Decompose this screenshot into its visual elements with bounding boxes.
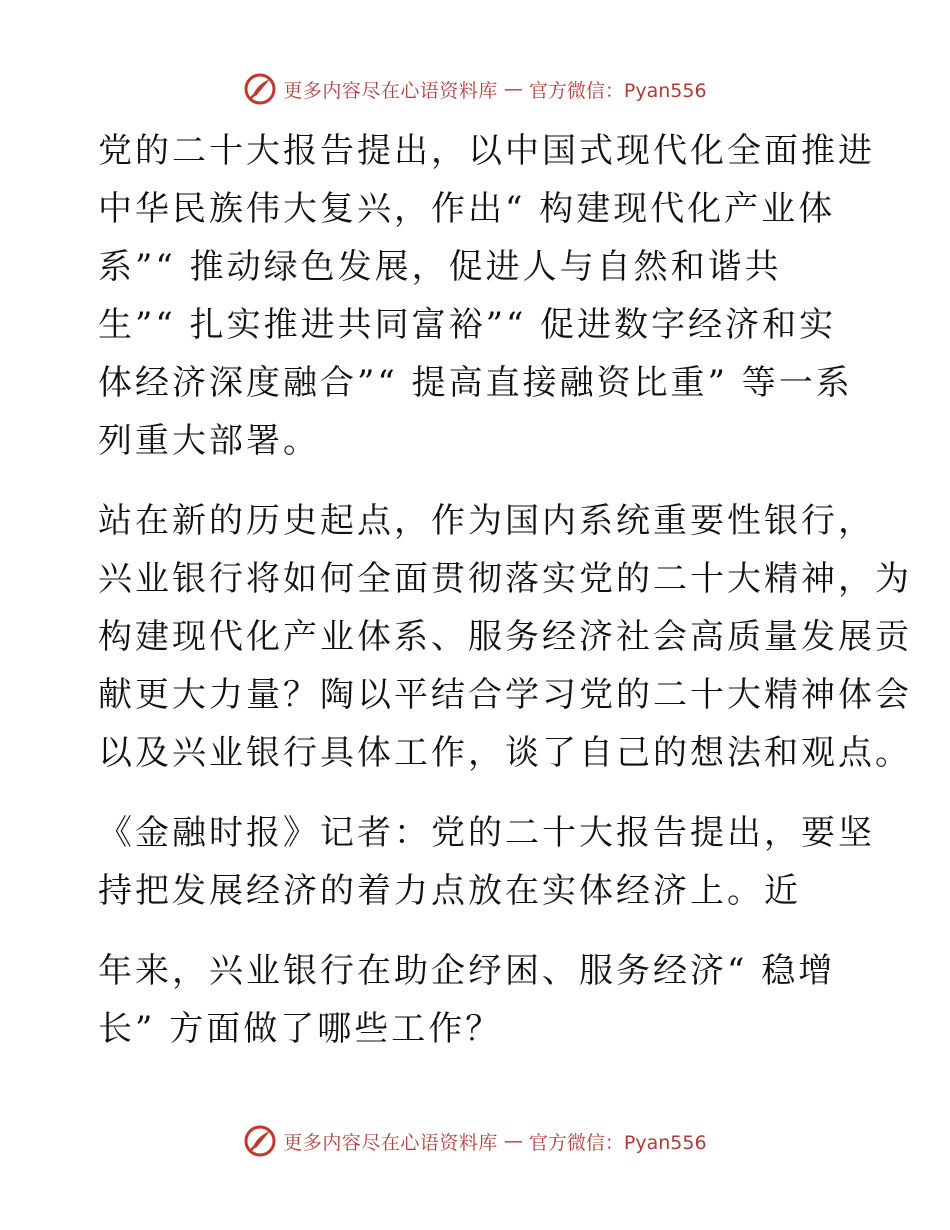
logo-icon <box>243 72 277 106</box>
watermark-dash: — <box>503 78 523 100</box>
document-body <box>98 122 912 1080</box>
text-line: 以及兴业银行具体工作，谈了自己的想法和观点。 <box>98 733 912 773</box>
text-line: 体经济深度融合”“ 提高直接融资比重” 等一系 <box>98 363 853 403</box>
text-line: 献更大力量？陶以平结合学习党的二十大精神体会 <box>98 675 912 715</box>
text-line: 站在新的历史起点，作为国内系统重要性银行， <box>98 501 875 541</box>
text-line: 年来，兴业银行在助企纾困、服务经济“ 稳增 <box>98 951 836 991</box>
text-line: 长” 方面做了哪些工作？ <box>98 1009 503 1049</box>
paragraph-2 <box>98 492 912 782</box>
footer-watermark <box>0 1124 950 1158</box>
watermark-contact: 官方微信：Pyan556 <box>528 79 707 102</box>
text-line: 中华民族伟大复兴，作出“ 构建现代化产业体 <box>98 189 836 229</box>
header-watermark <box>0 72 950 106</box>
text-line: 系”“ 推动绿色发展，促进人与自然和谐共 <box>98 247 782 287</box>
text-line: 党的二十大报告提出，以中国式现代化全面推进 <box>98 131 875 171</box>
logo-icon <box>243 1124 277 1158</box>
text-line: 生”“ 扎实推进共同富裕”“ 促进数字经济和实 <box>98 305 837 345</box>
watermark-text: 更多内容尽在心语资料库 <box>283 79 498 102</box>
paragraph-4 <box>98 942 858 1058</box>
text-line: 持把发展经济的着力点放在实体经济上。近 <box>98 871 801 911</box>
paragraph-3 <box>98 804 875 920</box>
watermark-dash: — <box>503 1130 523 1152</box>
paragraph-1 <box>98 122 875 470</box>
text-line: 构建现代化产业体系、服务经济社会高质量发展贡 <box>98 617 912 657</box>
text-line: 兴业银行将如何全面贯彻落实党的二十大精神，为 <box>98 559 912 599</box>
watermark-contact: 官方微信：Pyan556 <box>528 1131 707 1154</box>
watermark-text: 更多内容尽在心语资料库 <box>283 1131 498 1154</box>
text-line: 列重大部署。 <box>98 421 320 461</box>
text-line: 《金融时报》记者：党的二十大报告提出，要坚 <box>98 813 875 853</box>
